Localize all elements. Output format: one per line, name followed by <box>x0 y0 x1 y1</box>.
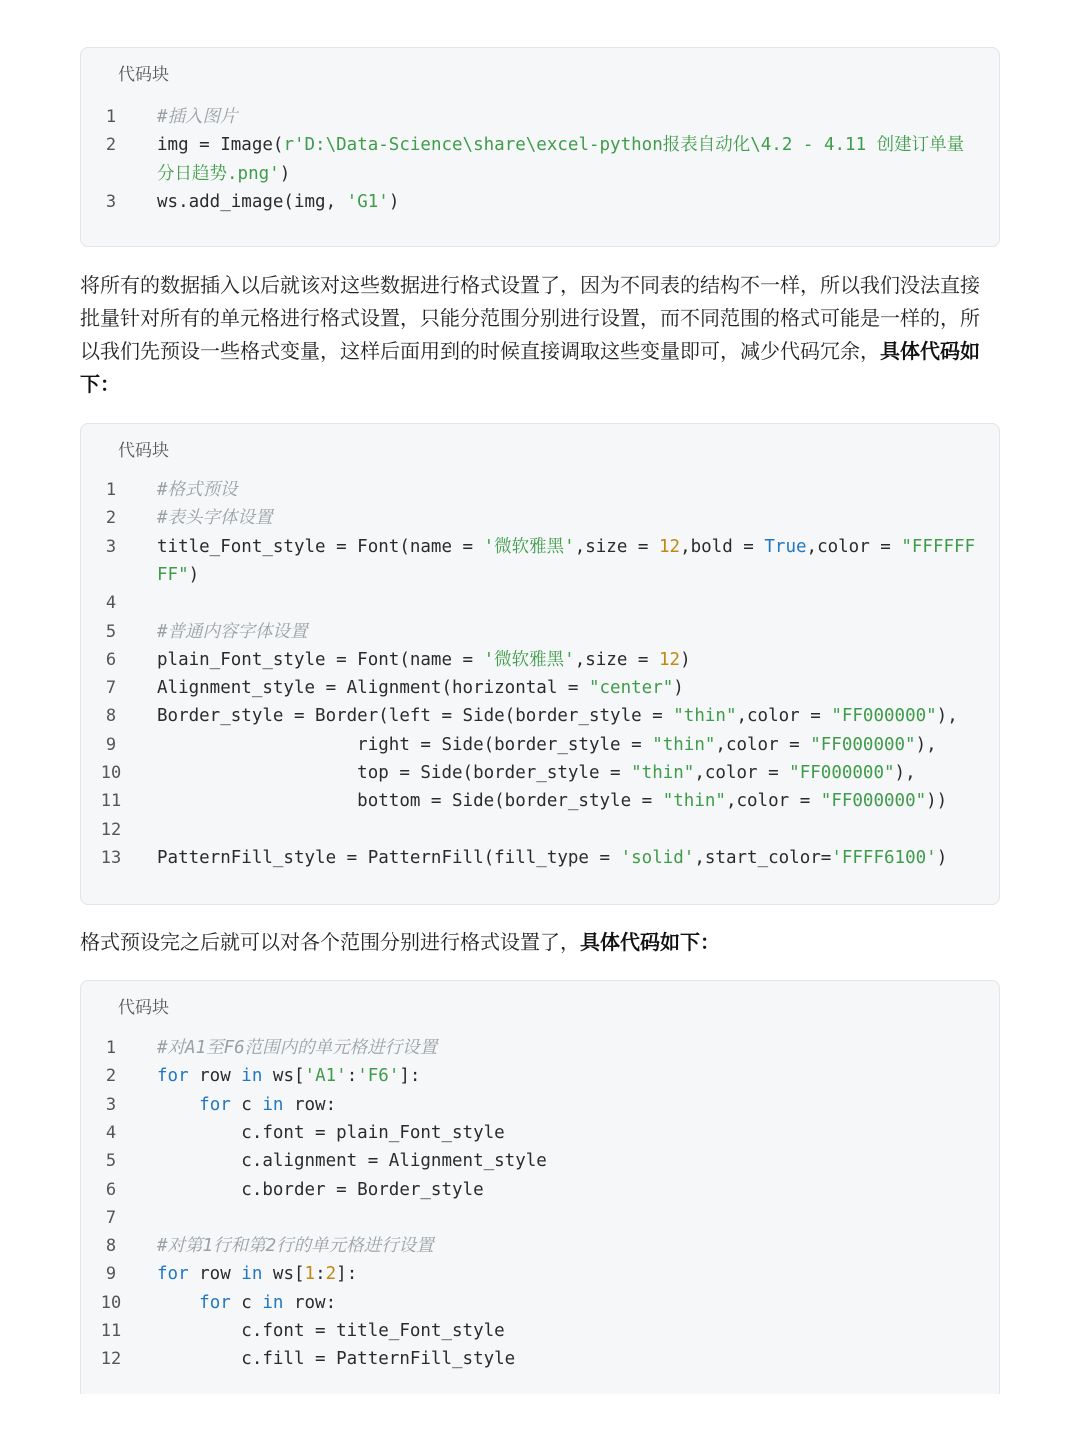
line-number: 2 <box>105 508 117 529</box>
code-text: ws[ <box>262 1066 305 1087</box>
line-number: 11 <box>100 791 122 812</box>
code-comment: #表头字体设置 <box>157 508 273 529</box>
code-line <box>157 759 979 787</box>
code-keyword: in <box>262 1094 284 1115</box>
code-text: row: <box>283 1292 337 1313</box>
code-text: ]: <box>336 1264 358 1285</box>
code-text: Border_style = Border(left = Side(border_style = <box>157 706 674 727</box>
code-number: 2 <box>325 1264 337 1285</box>
code-text: ,bold = <box>680 536 765 557</box>
line-number: 7 <box>105 1207 117 1228</box>
code-string: "thin" <box>673 706 737 727</box>
code-comment: #格式预设 <box>157 480 238 500</box>
code-keyword: for <box>157 1066 189 1087</box>
code-text: c.border = Border_style <box>157 1179 484 1200</box>
line-number: 4 <box>105 593 117 614</box>
code-text: ,color = <box>736 706 832 727</box>
code-text: ,color = <box>694 763 790 783</box>
code-text: ]: <box>399 1066 421 1087</box>
code-number: 12 <box>659 536 681 557</box>
code-text <box>157 1293 199 1313</box>
code-line <box>157 103 979 131</box>
code-text: )) <box>926 791 948 812</box>
paragraph-text: 格式预设完之后就可以对各个范围分别进行格式设置了， <box>80 930 580 954</box>
code-line <box>157 533 979 590</box>
line-number: 12 <box>100 819 122 840</box>
code-line <box>157 702 979 730</box>
code-block-label: 代码块 <box>118 998 169 1018</box>
code-comment: #普通内容字体设置 <box>157 621 308 642</box>
code-text: right = Side(border_style = <box>157 734 653 755</box>
code-text: ,start_color= <box>694 847 832 868</box>
code-text: plain_Font_style = Font(name = <box>157 649 484 670</box>
code-text: c <box>230 1292 263 1313</box>
line-number: 8 <box>105 1236 117 1257</box>
code-text: : <box>346 1066 358 1087</box>
code-string: "thin" <box>652 734 716 755</box>
paragraph-1 <box>80 269 995 401</box>
line-number: 6 <box>105 649 117 670</box>
code-number: 12 <box>659 649 681 670</box>
code-text: ,size = <box>574 649 659 670</box>
code-text: ) <box>936 847 948 868</box>
code-text: : <box>315 1264 326 1285</box>
code-string: 'A1' <box>304 1066 347 1087</box>
paragraph-bold-text: 具体代码如下： <box>580 930 720 954</box>
code-string: '微软雅黑' <box>483 536 575 557</box>
paragraph-text: 将所有的数据插入以后就该对这些数据进行格式设置了，因为不同表的结构不一样，所以我们没法直接批量针对所有的单元格进行格式设置，只能分范围分别进行设置，而不同范围的格式可能是一样的，所以我们先预设一些格式变量，这样后面用到的时候直接调取这些变量即可，减少代码冗余， <box>80 273 980 363</box>
code-text: ws[ <box>262 1264 305 1285</box>
line-number: 4 <box>105 1122 117 1143</box>
code-keyword: in <box>241 1066 263 1087</box>
code-string: "FFFFFFFF" <box>157 536 976 585</box>
code-text: c <box>230 1094 263 1115</box>
code-text: img = Image( <box>157 135 284 156</box>
code-block-3 <box>80 980 1000 1440</box>
code-text: Alignment_style = Alignment(horizontal = <box>157 678 589 699</box>
code-string: 'F6' <box>357 1066 400 1087</box>
code-keyword: for <box>199 1094 231 1115</box>
code-string: "FF000000" <box>820 791 927 812</box>
line-number: 2 <box>105 1066 117 1087</box>
code-block-2 <box>80 423 1000 905</box>
line-number: 13 <box>100 847 122 868</box>
code-line <box>157 1147 979 1175</box>
code-text: ,color = <box>806 536 902 557</box>
code-text: ) <box>673 678 684 699</box>
line-number: 9 <box>105 734 117 755</box>
code-text: ,size = <box>574 536 659 557</box>
code-text: ), <box>915 734 937 755</box>
code-text: bottom = Side(border_style = <box>157 791 663 812</box>
code-line <box>157 1260 979 1288</box>
code-string: "thin" <box>662 791 726 812</box>
code-text: row <box>188 1264 242 1285</box>
code-line <box>157 188 979 216</box>
line-number: 5 <box>105 621 117 642</box>
code-keyword: for <box>199 1292 231 1313</box>
code-number: 1 <box>304 1264 316 1285</box>
code-string: 'solid' <box>620 847 695 868</box>
code-text: ), <box>936 706 958 727</box>
line-number: 6 <box>105 1179 117 1200</box>
code-line <box>157 1289 979 1317</box>
code-string: '微软雅黑' <box>483 649 575 670</box>
paragraph-2 <box>80 926 995 959</box>
code-string: "thin" <box>631 763 695 783</box>
code-string: r'D:\Data-Science\share\excel-python报表自动化\4.2 - 4.11 创建订单量分日趋势.png' <box>157 135 965 184</box>
code-text: c.fill = PatternFill_style <box>157 1349 516 1370</box>
line-number: 2 <box>105 135 117 156</box>
line-number: 3 <box>105 1094 117 1115</box>
line-number: 7 <box>105 678 117 699</box>
code-text: top = Side(border_style = <box>157 763 632 783</box>
line-number: 1 <box>105 107 117 127</box>
code-line <box>157 1034 979 1062</box>
line-number: 3 <box>105 191 117 212</box>
code-keyword: in <box>262 1292 284 1313</box>
code-line <box>157 1062 979 1090</box>
code-string: 'FFFF6100' <box>831 847 937 868</box>
code-keyword: in <box>241 1264 263 1285</box>
code-text: c.font = title_Font_style <box>157 1321 505 1341</box>
code-string: 'G1' <box>346 191 389 212</box>
code-text: ) <box>388 191 400 212</box>
line-number: 10 <box>100 763 122 783</box>
code-text: c.font = plain_Font_style <box>157 1122 505 1143</box>
code-line <box>157 476 979 504</box>
page-bottom-fade <box>0 1394 1080 1440</box>
code-line <box>157 1119 979 1147</box>
code-string: "FF000000" <box>810 734 916 755</box>
code-block-label: 代码块 <box>118 441 169 461</box>
code-string: "FF000000" <box>789 763 895 783</box>
code-text: c.alignment = Alignment_style <box>157 1151 547 1172</box>
code-string: "center" <box>588 678 674 699</box>
code-block-1 <box>80 47 1000 247</box>
line-number: 9 <box>105 1264 117 1285</box>
line-number: 5 <box>105 1151 117 1172</box>
line-number: 1 <box>105 1038 117 1058</box>
code-line <box>157 1176 979 1204</box>
code-comment: #对第1行和第2行的单元格进行设置 <box>157 1236 434 1257</box>
code-string: "FF000000" <box>831 706 937 727</box>
code-line <box>157 731 979 759</box>
code-line <box>157 1232 979 1260</box>
line-number: 11 <box>100 1321 122 1341</box>
code-text: row <box>188 1066 242 1087</box>
code-line <box>157 618 979 646</box>
code-block-label: 代码块 <box>118 65 169 85</box>
code-comment: #对A1至F6范围内的单元格进行设置 <box>157 1038 438 1058</box>
code-text: ), <box>894 763 916 783</box>
code-line <box>157 131 979 188</box>
code-line <box>157 1317 979 1345</box>
code-keyword: True <box>764 536 807 557</box>
code-line <box>157 1091 979 1119</box>
code-line <box>157 504 979 532</box>
line-number: 8 <box>105 706 117 727</box>
code-line <box>157 844 979 872</box>
code-text: title_Font_style = Font(name = <box>157 536 484 557</box>
code-line <box>157 787 979 815</box>
line-number: 12 <box>100 1349 122 1370</box>
paragraph-bold-text: 具体代码如下： <box>80 339 980 396</box>
code-line <box>157 646 979 674</box>
code-text: ) <box>279 163 291 184</box>
code-text: ,color = <box>725 791 821 812</box>
code-comment: #插入图片 <box>157 107 238 127</box>
code-keyword: for <box>157 1264 189 1285</box>
code-text: row: <box>283 1094 337 1115</box>
code-text <box>157 1095 199 1115</box>
line-number: 3 <box>105 536 117 557</box>
line-number: 10 <box>100 1292 122 1313</box>
code-text: PatternFill_style = PatternFill(fill_type = <box>157 847 621 868</box>
code-text: ,color = <box>715 734 811 755</box>
code-text: ws.add_image(img, <box>157 191 347 212</box>
code-text: ) <box>188 564 200 585</box>
code-line <box>157 674 979 702</box>
line-number: 1 <box>105 480 117 500</box>
code-line <box>157 1345 979 1373</box>
code-text: ) <box>680 649 691 670</box>
